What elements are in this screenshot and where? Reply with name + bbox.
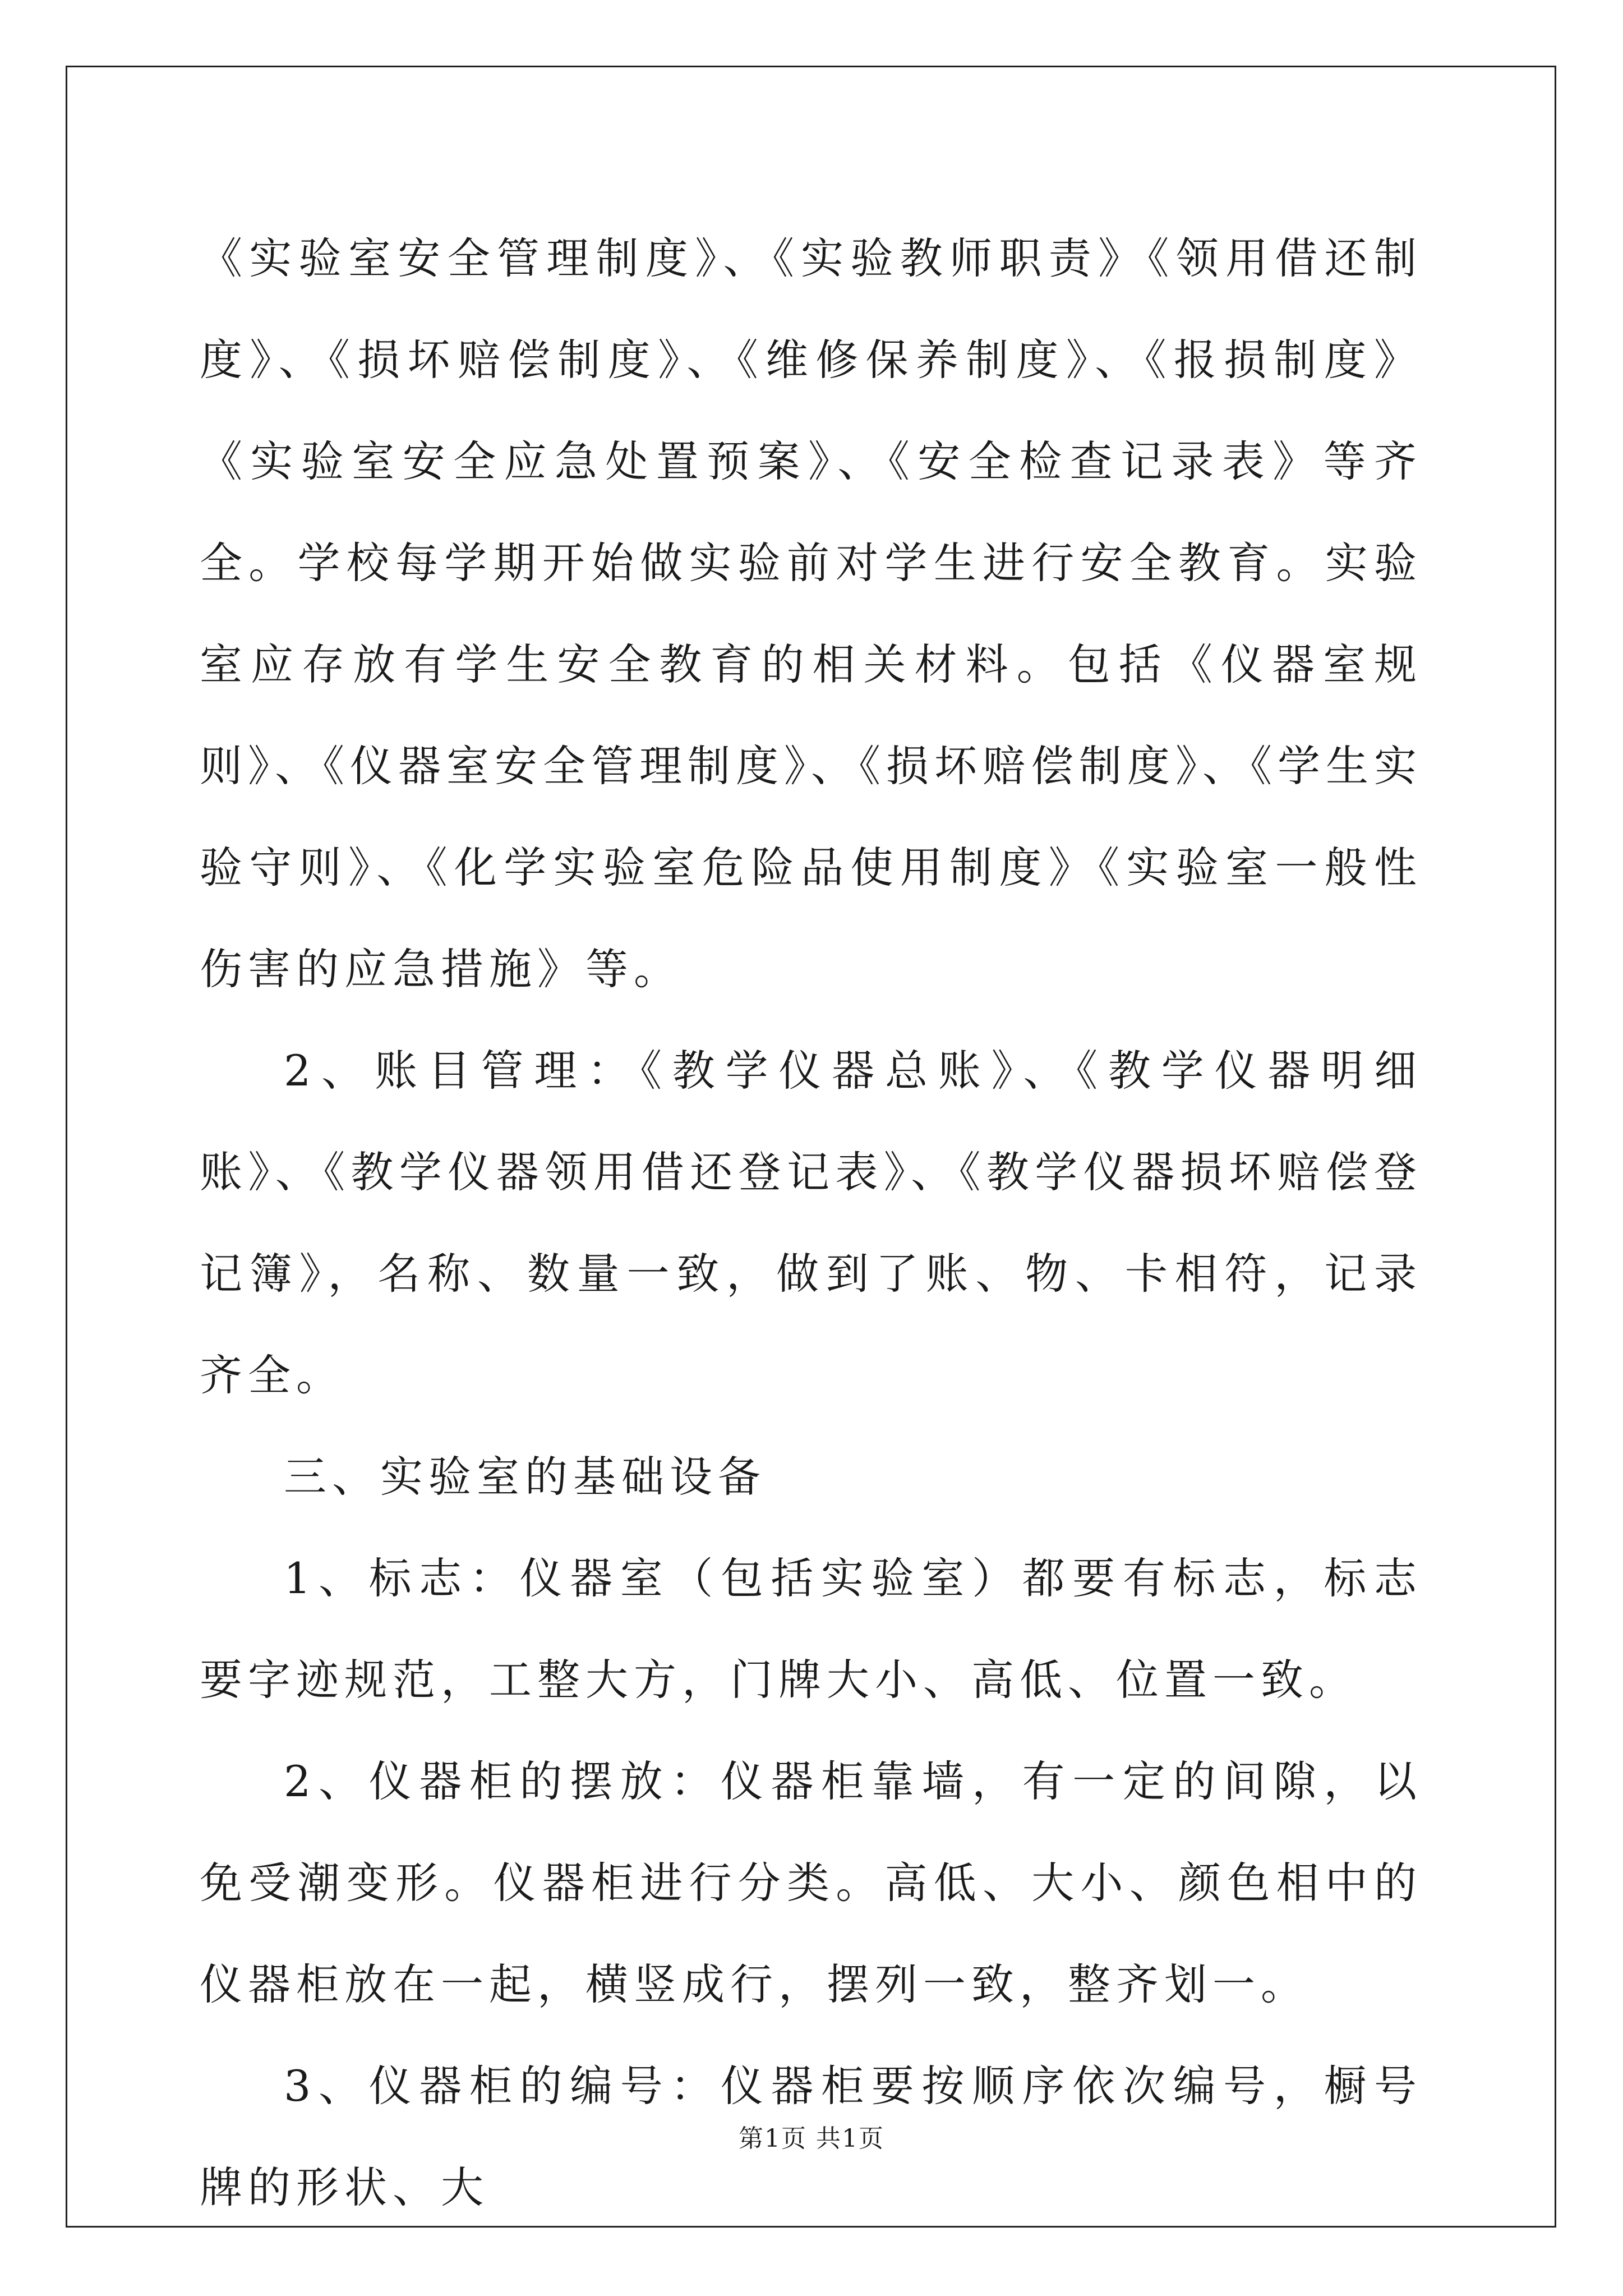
document-body	[200, 208, 1422, 2238]
paragraph-regulations-list: 《实验室安全管理制度》、《实验教师职责》《领用借还制度》、《损坏赔偿制度》、《维修保养制度》、《报损制度》《实验室安全应急处置预案》、《安全检查记录表》等齐全。学校每学期开始做实验前对学生进行安全教育。实验室应存放有学生安全教育的相关材料。包括《仪器室规则》、《仪器室安全管理制度》、《损坏赔偿制度》、《学生实验守则》、《化学实验室危险品使用制度》《实验室一般性伤害的应急措施》等。	[200, 233, 1422, 994]
paragraph-cabinet-numbering: 3、仪器柜的编号：仪器柜要按顺序依次编号，橱号牌的形状、大	[200, 2061, 1422, 2212]
page-number-footer: 第1页 共1页	[739, 2124, 884, 2153]
section-heading-basic-equipment: 三、实验室的基础设备	[284, 1452, 766, 1502]
paragraph-account-management: 2、账目管理：《教学仪器总账》、《教学仪器明细账》、《教学仪器领用借还登记表》、《教学仪器损坏赔偿登记簿》，名称、数量一致，做到了账、物、卡相符，记录齐全。	[200, 1046, 1422, 1400]
paragraph-cabinet-placement: 2、仪器柜的摆放：仪器柜靠墙，有一定的间隙，以免受潮变形。仪器柜进行分类。高低、大小、颜色相中的仪器柜放在一起，横竖成行，摆列一致，整齐划一。	[200, 1756, 1422, 2009]
paragraph-signage: 1、标志：仪器室（包括实验室）都要有标志，标志要字迹规范，工整大方，门牌大小、高低、位置一致。	[200, 1553, 1422, 1705]
